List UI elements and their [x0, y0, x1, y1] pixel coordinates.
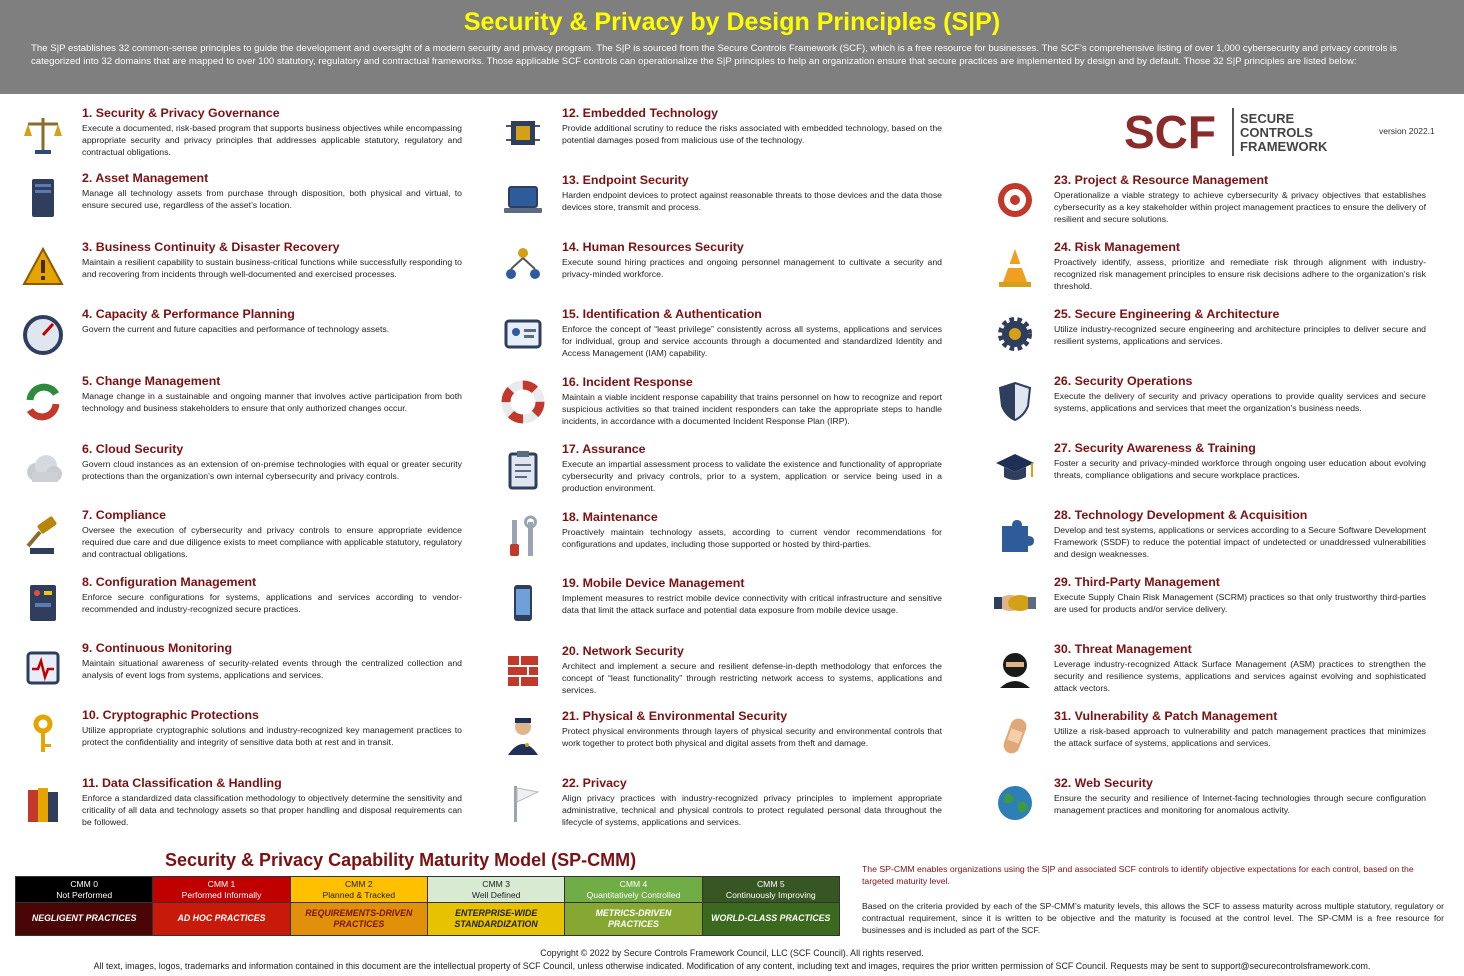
principle-title: 16. Incident Response [562, 375, 693, 389]
org-chart-icon [500, 244, 546, 290]
principle-24 [1054, 240, 1426, 292]
books-icon [20, 780, 66, 826]
monitor-pulse-icon [20, 645, 66, 691]
flag-icon [500, 780, 546, 826]
puzzle-icon [992, 512, 1038, 558]
chip-icon [500, 110, 546, 156]
principle-title: 18. Maintenance [562, 510, 658, 524]
principle-title: 23. Project & Resource Management [1054, 173, 1269, 187]
cmm-level-1 [153, 877, 290, 935]
server-icon [20, 175, 66, 221]
principle-description: Ensure the security and resilience of Internet-facing technologies through secure configuration management practices and monitoring for anomalous activity. [1054, 793, 1426, 815]
principle-title: 19. Mobile Device Management [562, 576, 745, 590]
cmm-level-code: CMM 2 [344, 878, 373, 889]
header-banner [0, 0, 1464, 94]
principle-description: Proactively maintain technology assets, according to current vendor recommendations for configurations and updates, including those supported or hosted by third-parties. [562, 527, 942, 549]
principle-title: 24. Risk Management [1054, 240, 1181, 254]
logo-mark: SCF [1124, 106, 1216, 158]
principle-description: Protect physical environments through layers of physical security and environmental controls that work together to protect both physical and digital assets from theft and damage. [562, 726, 942, 748]
gauge-icon [20, 311, 66, 357]
cloud-icon [20, 446, 66, 492]
principle-16 [562, 375, 942, 427]
principle-title: 4. Capacity & Performance Planning [82, 307, 295, 321]
principle-27 [1054, 441, 1426, 482]
principle-description: Implement measures to restrict mobile device connectivity with critical infrastructure and sensitive data that limit the attack surface and potential data exposure from mobile device usage. [562, 593, 942, 615]
principle-description: Utilize industry-recognized secure engineering and architecture principles to deliver secure and resilient systems, applications and services. [1054, 324, 1426, 346]
principle-title: 6. Cloud Security [82, 442, 184, 456]
principle-title: 20. Network Security [562, 644, 684, 658]
traffic-cone-icon [992, 244, 1038, 290]
principle-title: 10. Cryptographic Protections [82, 708, 259, 722]
principle-description: Provide additional scrutiny to reduce the risks associated with embedded technology, based on the potential damages posed from malicious use of the technology. [562, 123, 942, 145]
principle-title: 3. Business Continuity & Disaster Recovery [82, 240, 340, 254]
cmm-title: Security & Privacy Capability Maturity Model (SP-CMM) [165, 850, 637, 870]
principle-title: 2. Asset Management [82, 171, 209, 185]
principle-10 [82, 708, 462, 749]
principle-title: 25. Secure Engineering & Architecture [1054, 307, 1280, 321]
footer-copyright: Copyright © 2022 by Secure Controls Framework Council, LLC (SCF Council). All rights reserved. [540, 948, 924, 958]
principle-2 [82, 171, 462, 212]
principle-description: Execute sound hiring practices and ongoing personnel management to cultivate a security and privacy-minded workforce. [562, 257, 942, 279]
bandage-icon [992, 713, 1038, 759]
cmm-level-header [16, 877, 152, 903]
shield-icon [992, 378, 1038, 424]
principle-title: 29. Third-Party Management [1054, 575, 1220, 589]
principle-description: Align privacy practices with industry-recognized privacy principles to implement appropriate administrative, technical and physical controls to protect regulated personal data throughout the lifecycle of systems, applications and services. [562, 793, 942, 827]
principle-31 [1054, 709, 1426, 750]
cmm-level-name: Not Performed [56, 889, 113, 900]
cmm-level-code: CMM 5 [756, 878, 785, 889]
principle-title: 8. Configuration Management [82, 575, 257, 589]
principle-description: Enforce a standardized data classification methodology to objectively determine the sensitivity and criticality of all data and technology assets so that proper handling and disposal requirements can be followed. [82, 793, 462, 827]
graduation-cap-icon [992, 445, 1038, 491]
principle-19 [562, 576, 942, 617]
principle-title: 11. Data Classification & Handling [82, 776, 282, 790]
principle-title: 13. Endpoint Security [562, 173, 689, 187]
target-icon [992, 177, 1038, 223]
cmm-level-header [703, 877, 839, 903]
cmm-level-name: Planned & Tracked [322, 889, 396, 900]
principle-20 [562, 644, 942, 696]
cmm-level-practice: METRICS-DRIVEN PRACTICES [565, 903, 701, 935]
cmm-note-2: Based on the criteria provided by each of the SP-CMM’s maturity levels, this allows the SCF to assess maturity across multiple statutory, regulatory or contractual requirement, since it is written to be objective and the maturity is focused at the control level. The SP-CMM is a free resource for businesses and is included as part of the SCF. [862, 901, 1444, 935]
principle-15 [562, 307, 942, 359]
cmm-level-code: CMM 0 [70, 878, 99, 889]
principle-title: 32. Web Security [1054, 776, 1153, 790]
principle-title: 21. Physical & Environmental Security [562, 709, 788, 723]
cmm-level-header [291, 877, 427, 903]
cmm-level-0 [16, 877, 153, 935]
principle-title: 17. Assurance [562, 442, 646, 456]
principle-title: 15. Identification & Authentication [562, 307, 762, 321]
principle-title: 22. Privacy [562, 776, 627, 790]
cmm-level-practice: AD HOC PRACTICES [153, 903, 289, 935]
cmm-level-practice: WORLD-CLASS PRACTICES [703, 903, 839, 935]
principle-title: 12. Embedded Technology [562, 106, 719, 120]
guard-icon [500, 713, 546, 759]
principle-description: Maintain a resilient capability to sustain business-critical functions while successfully responding to and recovering from incidents through well-documented and exercised processes. [82, 257, 462, 279]
cmm-level-4 [565, 877, 702, 935]
cmm-level-header [565, 877, 701, 903]
scf-logo [1124, 105, 1364, 160]
principle-title: 14. Human Resources Security [562, 240, 744, 254]
principle-title: 30. Threat Management [1054, 642, 1192, 656]
principle-4 [82, 307, 462, 336]
principle-title: 31. Vulnerability & Patch Management [1054, 709, 1278, 723]
principle-description: Govern the current and future capacities and performance of technology assets. [82, 324, 390, 334]
lifebuoy-icon [500, 379, 546, 425]
id-card-icon [500, 311, 546, 357]
gavel-icon [20, 512, 66, 558]
principle-title: 9. Continuous Monitoring [82, 641, 233, 655]
page-title: Security & Privacy by Design Principles (S|P) [463, 8, 1001, 36]
principle-23 [1054, 173, 1426, 225]
principle-12 [562, 106, 942, 147]
cmm-level-practice: REQUIREMENTS-DRIVEN PRACTICES [291, 903, 427, 935]
logo-line2: CONTROLS [1240, 125, 1313, 140]
cmm-level-header [153, 877, 289, 903]
principle-description: Enforce secure configurations for systems, applications and services according to vendor-recommended and industry-recognized secure practices. [82, 592, 462, 614]
principle-description: Oversee the execution of cybersecurity and privacy controls to ensure appropriate evidence required due care and due diligence exists to meet compliance with applicable statutory, regulatory and contractual obligations. [82, 525, 462, 559]
cmm-level-code: CMM 3 [482, 878, 510, 889]
version-label: version 2022.1 [1379, 126, 1435, 136]
principle-9 [82, 641, 462, 682]
principle-11 [82, 776, 462, 828]
cmm-level-header [428, 877, 564, 903]
principle-17 [562, 442, 942, 494]
cmm-level-name: Well Defined [471, 889, 521, 900]
principle-description: Leverage industry-recognized Attack Surface Management (ASM) practices to strengthen the security and resilience systems, applications and services against evolving and sophisticated attack vectors. [1054, 659, 1426, 693]
principle-description: Foster a security and privacy-minded workforce through ongoing user education about evolving threats, compliance obligations and secure workplace practices. [1054, 458, 1426, 480]
principle-title: 5. Change Management [82, 374, 221, 388]
principle-description: Manage all technology assets from purchase through disposition, both physical and virtual, to ensure secured use, regardless of the asset’s location. [82, 188, 462, 210]
smartphone-icon [500, 580, 546, 626]
principle-30 [1054, 642, 1426, 694]
principle-title: 7. Compliance [82, 508, 167, 522]
principle-title: 1. Security & Privacy Governance [82, 106, 280, 120]
principle-5 [82, 374, 462, 415]
cmm-level-5 [703, 877, 839, 935]
cmm-level-practice: ENTERPRISE-WIDE STANDARDIZATION [428, 903, 564, 935]
cycle-arrows-icon [20, 378, 66, 424]
gear-icon [992, 311, 1038, 357]
cmm-level-practice: NEGLIGENT PRACTICES [16, 903, 152, 935]
principle-description: Govern cloud instances as an extension of on-premise technologies with equal or greater security protections than the organization’s own internal cybersecurity and privacy controls. [82, 459, 462, 481]
cmm-note-1: The SP-CMM enables organizations using the S|P and associated SCF controls to identify objective expectations for each control, based on the targeted maturity level. [862, 864, 1414, 886]
handshake-icon [992, 579, 1038, 625]
principle-description: Proactively identify, assess, prioritize and remediate risk through alignment with industry-recognized risk management principles to ensure risk decisions adhere to the organization's risk threshold. [1054, 257, 1426, 291]
principle-description: Utilize a risk-based approach to vulnerability and patch management practices that minimizes the attack surface of systems, applications and services. [1054, 726, 1426, 748]
key-icon [20, 712, 66, 758]
principle-description: Execute an impartial assessment process to validate the existence and functionality of appropriate cybersecurity and privacy controls, prior to a system, application or service being used in a production environment. [562, 459, 942, 493]
cmm-level-2 [291, 877, 428, 935]
principle-6 [82, 442, 462, 483]
logo-line3: FRAMEWORK [1240, 139, 1328, 154]
principle-32 [1054, 776, 1426, 817]
firewall-icon [500, 648, 546, 694]
principle-14 [562, 240, 942, 281]
principle-description: Execute a documented, risk-based program that supports business objectives while encompassing appropriate security and privacy principles that addresses applicable statutory, regulatory and contractual obligations. [82, 123, 462, 157]
cmm-level-code: CMM 1 [207, 878, 236, 889]
principle-18 [562, 510, 942, 551]
principle-3 [82, 240, 462, 281]
principle-28 [1054, 508, 1426, 560]
cmm-table [15, 876, 840, 936]
cmm-level-name: Continuously Improving [725, 889, 816, 900]
principle-description: Operationalize a viable strategy to achieve cybersecurity & privacy objectives that establishes cybersecurity as a key stakeholder within project management practices to ensure the delivery of resilient and secure solutions. [1054, 190, 1426, 224]
clipboard-icon [500, 446, 546, 492]
principle-7 [82, 508, 462, 560]
principle-26 [1054, 374, 1426, 415]
principle-description: Architect and implement a secure and resilient defense-in-depth methodology that enforces the concept of “least functionality” through restricting network access to systems, applications and services. [562, 661, 942, 695]
principle-22 [562, 776, 942, 828]
control-panel-icon [20, 579, 66, 625]
principle-description: Maintain a viable incident response capability that trains personnel on how to recognize and report suspicious activities so that trained incident responders can take the appropriate steps to handle incidents, in accordance with a documented Incident Response Plan (IRP). [562, 392, 942, 426]
principle-21 [562, 709, 942, 750]
principle-title: 28. Technology Development & Acquisition [1054, 508, 1308, 522]
intro-paragraph: The S|P establishes 32 common-sense principles to guide the development and oversight of a modern security and privacy program. The S|P is sourced from the Secure Controls Framework (SCF), which is a free resource for businesses. The SCF’s comprehensive listing of over 1,000 cybersecurity and privacy controls is categorized into 32 domains that are mapped to over 100 statutory, regulatory and contractual frameworks. Those applicable SCF controls can operationalize the S|P principles to help an organization ensure that secure practices are implemented by design and by default. Those 32 S|P principles are listed below: [31, 43, 1397, 67]
laptop-icon [500, 177, 546, 223]
principle-description: Utilize appropriate cryptographic solutions and industry-recognized key management practices to protect the confidentiality and integrity of sensitive data both at rest and in transit. [82, 725, 462, 747]
cmm-level-3 [428, 877, 565, 935]
principle-description: Execute Supply Chain Risk Management (SCRM) practices so that only trustworthy third-parties are used for products and/or service delivery. [1054, 592, 1426, 614]
principle-29 [1054, 575, 1426, 616]
principle-25 [1054, 307, 1426, 348]
principle-title: 26. Security Operations [1054, 374, 1193, 388]
masked-hacker-icon [992, 646, 1038, 692]
footer-notice: All text, images, logos, trademarks and information contained in this document are the intellectual property of SCF Council, unless otherwise indicated. Modification of any content, including text and images, requires the prior written permission of SCF Council. Requests may be sent to support@securecontrolsframework.com. [93, 961, 1371, 971]
principle-title: 27. Security Awareness & Training [1054, 441, 1256, 455]
globe-icon [992, 780, 1038, 826]
principle-description: Maintain situational awareness of security-related events through the centralized collection and analysis of event logs from systems, applications and services. [82, 658, 462, 680]
cmm-level-name: Performed Informally [181, 889, 262, 900]
principle-1 [82, 106, 462, 158]
tools-icon [500, 514, 546, 560]
scales-icon [20, 110, 66, 156]
logo-line1: SECURE [1240, 111, 1295, 126]
warning-icon [20, 244, 66, 290]
principle-description: Harden endpoint devices to protect against reasonable threats to those devices and the data those devices store, transmit and process. [562, 190, 942, 212]
cmm-level-code: CMM 4 [619, 878, 648, 889]
cmm-level-name: Quantitatively Controlled [586, 889, 681, 900]
principle-13 [562, 173, 942, 214]
principle-description: Execute the delivery of security and privacy operations to provide quality services and secure systems, applications and services that meet the organization's business needs. [1054, 391, 1426, 413]
principle-8 [82, 575, 462, 616]
principle-description: Enforce the concept of “least privilege” consistently across all systems, applications and services for individual, group and service accounts through a documented and standardized Identity and Access Management (IAM) capability. [562, 324, 942, 358]
principle-description: Develop and test systems, applications or services according to a Secure Software Development Framework (SSDF) to reduce the potential impact of undetected or unaddressed vulnerabilities and design weaknesses. [1054, 525, 1426, 559]
principle-description: Manage change in a sustainable and ongoing manner that involves active participation from both technology and business stakeholders to ensure that only authorized changes occur. [82, 391, 462, 413]
